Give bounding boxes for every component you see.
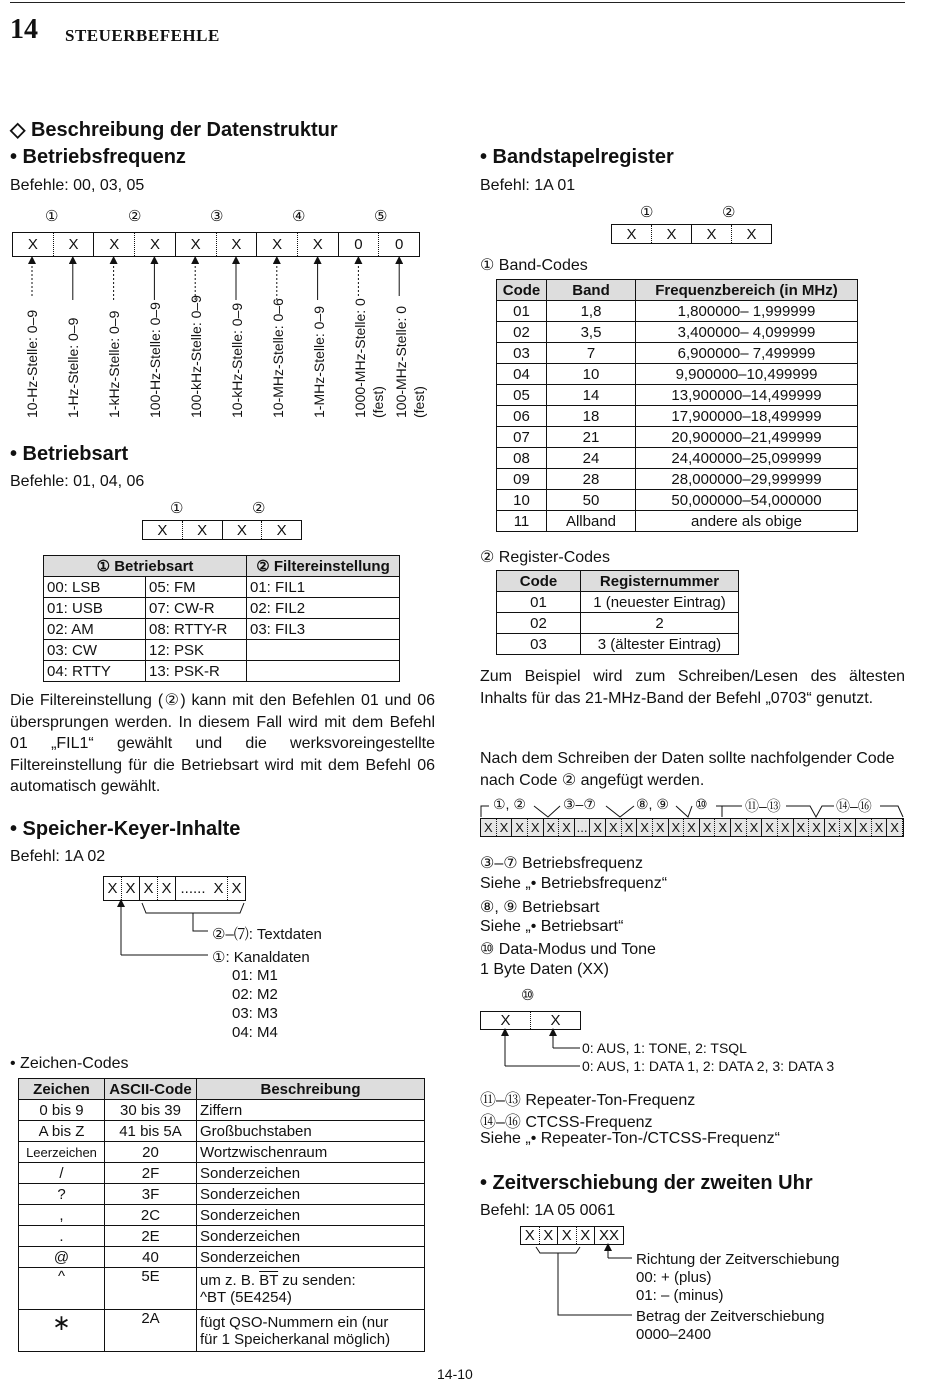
mode-cell: X [223,521,263,539]
freq-label: 10-kHz-Stelle: 0–9 [229,302,245,418]
cell: . [19,1226,105,1247]
mode-cell: X [276,521,287,539]
cell: 02 [497,322,547,343]
cell: Sonderzeichen [197,1184,425,1205]
seq-cell: X [825,819,841,836]
cell: 28,000000–29,999999 [636,469,858,490]
band-after: Nach dem Schreiben der Daten sollte nachfolgender Code nach Code ② angefügt werden. [480,750,895,789]
band-cell: X [652,225,692,243]
mode-title: • Betriebsart [10,443,129,465]
seq-cell: X [653,819,669,836]
mode-circle-2: ② [252,500,266,517]
clock-cell: X [540,1227,559,1244]
freq-label: 100-kHz-Stelle: 0–9 [188,295,204,418]
seq-cell: X [887,819,903,836]
cell: 11 [497,511,547,532]
cell: 1,800000– 1,999999 [636,301,858,322]
cell: 28 [547,469,636,490]
cell: 3F [105,1184,197,1205]
cell: 3,5 [547,322,636,343]
cell: Großbuchstaben [197,1121,425,1142]
freq-label: 1-Hz-Stelle: 0–9 [65,317,81,418]
txt: zu senden: [278,1271,356,1289]
cell: 05: FM [146,577,247,598]
seq-cell: X [747,819,763,836]
legend-line: Siehe „• Betriebsart“ [480,918,624,935]
legend-line: Siehe „• Repeater-Ton-/CTCSS-Frequenz“ [480,1130,780,1147]
cell: 03 [497,634,581,655]
keyer-channel: 02: M2 [232,986,278,1003]
seq-cell: X [637,819,653,836]
cell: 20,900000–21,499999 [636,427,858,448]
seq-cell: X [794,819,810,836]
txt: ^BT (5E4254) [200,1288,292,1306]
txt: fügt QSO-Nummern ein (nur [200,1313,389,1331]
legend-line: ⑧, ⑨ Betriebsart [480,899,600,916]
byte-cell: X [481,1012,531,1029]
cell: 04: RTTY [44,661,146,682]
freq-label-fest: (fest) [370,386,386,418]
clock-cell: XX [598,1227,619,1244]
keyer-cell: X [210,877,228,900]
freq-label: 100-MHz-Stelle: 0 [393,305,409,418]
seq-cell: X [700,819,716,836]
cell: @ [19,1247,105,1268]
cell: 04 [497,364,547,385]
cell: Wortzwischenraum [197,1142,425,1163]
seq-cell: X [872,819,888,836]
clock-dir: 00: + (plus) [636,1269,712,1286]
band-title: • Bandstapelregister [480,146,674,168]
cell: 24,400000–25,099999 [636,448,858,469]
band-circle-2: ② [722,204,736,221]
clock-dir: 01: – (minus) [636,1287,724,1304]
cell: 01: USB [44,598,146,619]
cell: 06 [497,406,547,427]
seq-cell: X [528,819,544,836]
data-values: 0: AUS, 1: DATA 1, 2: DATA 2, 3: DATA 3 [582,1058,835,1074]
cell: 2A [105,1310,197,1352]
mode-note: Die Filtereinstellung (②) kann mit den Befehlen 01 und 06 übersprungen werden. In diesem Fall wird mit dem Befehl 01 „FIL1“ gewählt und die werksvoreingestellte Filtereinstellung für die Betriebsart wird mit dem Befehl 06 automatisch gewählt. [10,692,435,795]
cell: 03: FIL3 [247,619,400,640]
txt: $\overline{BT}$ [259,1271,279,1289]
cell: ^ [19,1268,105,1310]
keyer-cell: X [122,877,140,900]
keyer-cell: X [104,877,122,900]
txt: für 1 Speicherkanal möglich) [200,1330,391,1348]
keyer-channel: 01: M1 [232,967,278,984]
keyer-cell: X [231,880,242,897]
freq-cell: X [94,233,135,256]
seq-cell: X [684,819,700,836]
seq-label: ⑩ [695,796,708,812]
freq-label-fest: (fest) [411,386,427,418]
cell: 2C [105,1205,197,1226]
cell: 50,000000–54,000000 [636,490,858,511]
clock-cell: X [521,1227,540,1244]
cell: 0 bis 9 [19,1100,105,1121]
freq-circle-5: ⑤ [374,208,388,225]
keyer-title: • Speicher-Keyer-Inhalte [10,818,241,840]
cell: 3 (ältester Eintrag) [581,634,739,655]
freq-cell: X [13,233,54,256]
chars-title: • Zeichen-Codes [10,1055,129,1072]
mode-circle-1: ① [170,500,184,517]
band-circle-1: ① [640,204,654,221]
cell: 00: LSB [44,577,146,598]
freq-commands: Befehle: 00, 03, 05 [10,177,145,194]
cell: / [19,1163,105,1184]
cell: 18 [547,406,636,427]
cell: 2 [581,613,739,634]
cell: A bis Z [19,1121,105,1142]
cell: 07 [497,427,547,448]
cell: 5E [105,1268,197,1310]
legend-line: ⑩ Data-Modus und Tone [480,941,656,958]
seq-cell: X [481,819,497,836]
cell: Sonderzeichen [197,1247,425,1268]
cell: 09 [497,469,547,490]
freq-label: 1000-MHz-Stelle: 0 [352,298,368,418]
register-codes-title: ② Register-Codes [480,549,610,566]
freq-circle-2: ② [128,208,142,225]
cell: Allband [547,511,636,532]
cell: 10 [497,490,547,511]
cell: 30 bis 39 [105,1100,197,1121]
cell: 02 [497,613,581,634]
cell: , [19,1205,105,1226]
freq-circle-4: ④ [292,208,306,225]
seq-label: ⑧, ⑨ [636,796,669,812]
byte-cell: X [550,1012,561,1029]
keyer-channel: 03: M3 [232,1005,278,1022]
page-title: STEUERBEFEHLE [65,26,220,45]
seq-cell: X [497,819,513,836]
cell: 01: FIL1 [247,577,400,598]
cell: ∗ [19,1310,105,1352]
cell: Sonderzeichen [197,1226,425,1247]
mode-cell: X [183,521,223,539]
cell: 07: CW-R [146,598,247,619]
legend-line: Siehe „• Betriebsfrequenz“ [480,875,668,892]
cell: 12: PSK [146,640,247,661]
cell: 24 [547,448,636,469]
chars-head: Beschreibung [197,1079,425,1100]
cell: 17,900000–18,499999 [636,406,858,427]
chars-head: ASCII-Code [105,1079,197,1100]
keyer-cell: X [140,877,158,900]
seq-cell: X [715,819,731,836]
cell: andere als obige [636,511,858,532]
cell: 14 [547,385,636,406]
byte-circle: ⑩ [521,987,535,1004]
cell: 13,900000–14,499999 [636,385,858,406]
freq-cell: X [217,233,258,256]
seq-cell: X [606,819,622,836]
seq-cell: X [778,819,794,836]
cell: 3,400000– 4,099999 [636,322,858,343]
legend-line: ⑪–⑬ Repeater-Ton-Frequenz [480,1092,696,1109]
seq-label: ③–⑦ [563,796,596,812]
seq-cell: X [856,819,872,836]
freq-cell: 0 [395,236,404,253]
band-codes-title: ① Band-Codes [480,257,588,274]
keyer-channel: 04: M4 [232,1024,278,1041]
freq-label: 1-MHz-Stelle: 0–9 [311,305,327,418]
chars-head: Zeichen [19,1079,105,1100]
freq-label: 10-MHz-Stelle: 0–6 [270,298,286,418]
cell: Ziffern [197,1100,425,1121]
mode-commands: Befehle: 01, 04, 06 [10,473,145,490]
cell: 03 [497,343,547,364]
cell: 6,900000– 7,499999 [636,343,858,364]
seq-cell: X [512,819,528,836]
legend-line: ③–⑦ Betriebsfrequenz [480,855,643,872]
keyer-textdata: ②–⑺: Textdaten [212,926,322,943]
cell: 2F [105,1163,197,1184]
keyer-command: Befehl: 1A 02 [10,848,106,865]
band-cell: X [692,225,732,243]
seq-cell: X [809,819,825,836]
reg-head: Code [497,571,581,592]
keyer-kanaldaten: ①: Kanaldaten [212,949,310,966]
clock-amt: 0000–2400 [636,1326,712,1343]
reg-head: Registernummer [581,571,739,592]
freq-cell: X [298,233,339,256]
cell: 1,8 [547,301,636,322]
cell: 21 [547,427,636,448]
section-title: ◇ Beschreibung der Datenstruktur [10,119,338,141]
clock-command: Befehl: 1A 05 0061 [480,1202,616,1219]
cell: 20 [105,1142,197,1163]
cell: 50 [547,490,636,511]
band-head: Band [547,280,636,301]
tone-values: 0: AUS, 1: TONE, 2: TSQL [582,1040,747,1056]
freq-cell: X [176,233,217,256]
cell: Sonderzeichen [197,1163,425,1184]
cell: 02: AM [44,619,146,640]
seq-cell: X [590,819,606,836]
freq-cell: X [257,233,298,256]
seq-label: ①, ② [493,796,526,812]
cell: 1 (neuester Eintrag) [581,592,739,613]
cell: 03: CW [44,640,146,661]
cell: 08: RTTY-R [146,619,247,640]
keyer-cell: X [158,877,176,900]
freq-cell: 0 [339,233,380,256]
seq-cell: X [731,819,747,836]
freq-cell: X [54,233,95,256]
seq-cell: X [762,819,778,836]
cell: 02: FIL2 [247,598,400,619]
band-head: Code [497,280,547,301]
cell: 7 [547,343,636,364]
mode-head-2: ② Filtereinstellung [247,556,400,577]
txt: um z. B. [200,1271,260,1289]
freq-label: 10-Hz-Stelle: 0–9 [24,309,40,418]
mode-cell: X [143,521,183,539]
page-footer: 14-10 [437,1366,473,1382]
seq-cell: X [622,819,638,836]
freq-title: • Betriebsfrequenz [10,146,186,168]
cell: 01 [497,301,547,322]
band-head: Frequenzbereich (in MHz) [636,280,858,301]
page-number: 14 [10,14,38,45]
cell: 10 [547,364,636,385]
freq-circle-1: ① [45,208,59,225]
cell: 2E [105,1226,197,1247]
band-command: Befehl: 1A 01 [480,177,576,194]
seq-cell: X [669,819,685,836]
cell: Leerzeichen [19,1142,105,1163]
freq-label: 1-kHz-Stelle: 0–9 [106,310,122,418]
freq-circle-3: ③ [210,208,224,225]
cell: 40 [105,1247,197,1268]
band-example: Zum Beispiel wird zum Schreiben/Lesen des ältesten Inhalts für das 21-MHz-Band der Befehl „0703“ genutzt. [480,668,905,707]
legend-line: 1 Byte Daten (XX) [480,961,609,978]
clock-cell: X [577,1227,596,1244]
seq-cell: X [544,819,560,836]
cell: Sonderzeichen [197,1205,425,1226]
seq-cell: ... [575,819,591,836]
seq-label: ⑪–⑬ [745,798,781,814]
clock-dir: Richtung der Zeitverschiebung [636,1251,840,1268]
freq-label: 100-Hz-Stelle: 0–9 [147,302,163,418]
cell: 13: PSK-R [146,661,247,682]
seq-cell: X [559,819,575,836]
cell: ? [19,1184,105,1205]
clock-title: • Zeitverschiebung der zweiten Uhr [480,1172,813,1194]
freq-cell: X [135,233,176,256]
cell: 05 [497,385,547,406]
band-cell: X [746,225,757,243]
cell: 08 [497,448,547,469]
seq-label: ⑭–⑯ [836,798,872,814]
keyer-cell: ...... [180,880,206,897]
cell: 9,900000–10,499999 [636,364,858,385]
cell: 41 bis 5A [105,1121,197,1142]
clock-amt: Betrag der Zeitverschiebung [636,1308,825,1325]
mode-head-1: ① Betriebsart [44,556,247,577]
clock-cell: X [558,1227,577,1244]
legend-line: ⑭–⑯ CTCSS-Frequenz [480,1114,653,1131]
cell: 01 [497,592,581,613]
seq-cell: X [840,819,856,836]
band-cell: X [612,225,652,243]
